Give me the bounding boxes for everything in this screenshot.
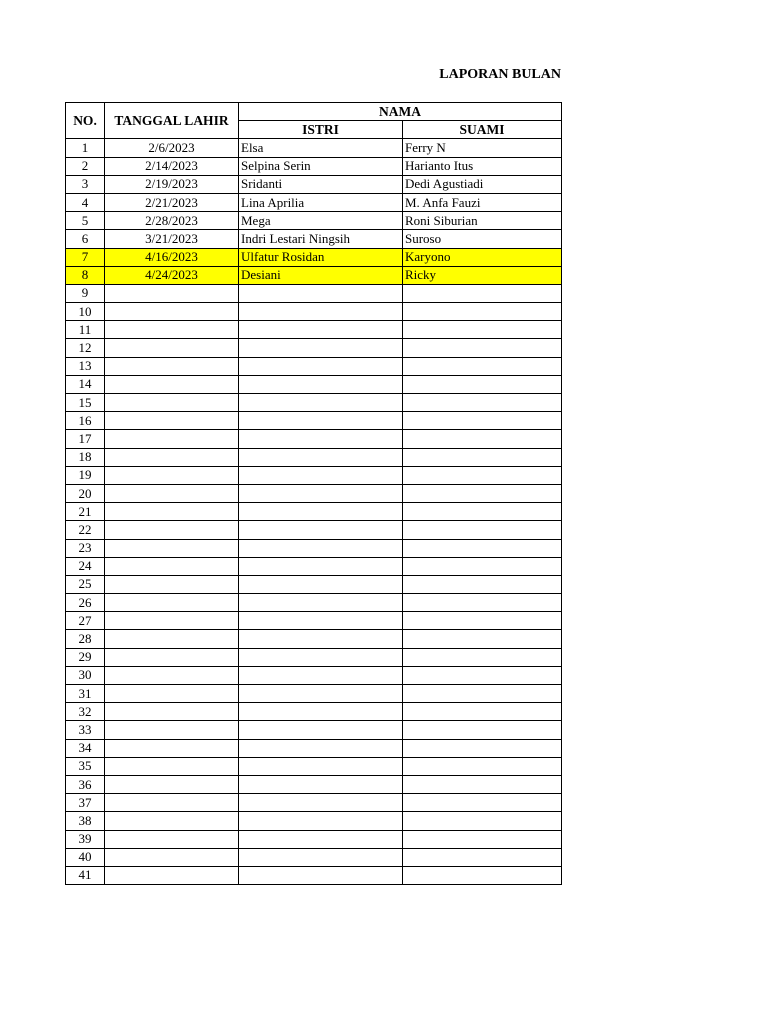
- row-number-cell: 9: [66, 284, 105, 302]
- wife-name-cell: Lina Aprilia: [239, 193, 403, 211]
- husband-name-cell: [403, 848, 562, 866]
- birth-date-cell: [105, 794, 239, 812]
- wife-name-cell: [239, 430, 403, 448]
- wife-name-cell: [239, 739, 403, 757]
- birth-date-cell: [105, 630, 239, 648]
- table-row: [66, 794, 562, 812]
- row-number-cell: 30: [66, 666, 105, 684]
- wife-name-cell: [239, 794, 403, 812]
- wife-name-cell: Elsa: [239, 139, 403, 157]
- row-number-cell: 12: [66, 339, 105, 357]
- husband-name-cell: [403, 539, 562, 557]
- wife-name-cell: [239, 394, 403, 412]
- row-number-cell: 32: [66, 703, 105, 721]
- wife-name-cell: [239, 503, 403, 521]
- table-body: [66, 139, 562, 885]
- birth-date-cell: [105, 357, 239, 375]
- row-number-cell: 18: [66, 448, 105, 466]
- husband-name-cell: [403, 830, 562, 848]
- wife-name-cell: [239, 848, 403, 866]
- birth-date-cell: [105, 739, 239, 757]
- wife-name-cell: [239, 721, 403, 739]
- wife-name-cell: [239, 612, 403, 630]
- table-row: [66, 303, 562, 321]
- wife-name-cell: Indri Lestari Ningsih: [239, 230, 403, 248]
- row-number-cell: 10: [66, 303, 105, 321]
- table-row: [66, 284, 562, 302]
- husband-name-cell: [403, 685, 562, 703]
- header-name-group: NAMA: [239, 103, 562, 121]
- row-number-cell: 5: [66, 212, 105, 230]
- wife-name-cell: Ulfatur Rosidan: [239, 248, 403, 266]
- table-row: [66, 339, 562, 357]
- row-number-cell: 41: [66, 866, 105, 884]
- row-number-cell: 21: [66, 503, 105, 521]
- wife-name-cell: [239, 448, 403, 466]
- wife-name-cell: [239, 284, 403, 302]
- wife-name-cell: [239, 539, 403, 557]
- husband-name-cell: [403, 339, 562, 357]
- wife-name-cell: [239, 648, 403, 666]
- husband-name-cell: [403, 284, 562, 302]
- row-number-cell: 25: [66, 575, 105, 593]
- birth-date-cell: [105, 303, 239, 321]
- husband-name-cell: M. Anfa Fauzi: [403, 193, 562, 211]
- header-husband: SUAMI: [403, 121, 562, 139]
- husband-name-cell: Dedi Agustiadi: [403, 175, 562, 193]
- husband-name-cell: [403, 394, 562, 412]
- birth-date-cell: [105, 466, 239, 484]
- table-row: [66, 866, 562, 884]
- birth-date-cell: [105, 721, 239, 739]
- birth-date-cell: [105, 284, 239, 302]
- husband-name-cell: [403, 666, 562, 684]
- husband-name-cell: [403, 612, 562, 630]
- wife-name-cell: [239, 830, 403, 848]
- row-number-cell: 37: [66, 794, 105, 812]
- table-row: [66, 666, 562, 684]
- row-number-cell: 13: [66, 357, 105, 375]
- husband-name-cell: [403, 484, 562, 502]
- birth-date-cell: 2/19/2023: [105, 175, 239, 193]
- birth-date-cell: [105, 594, 239, 612]
- table-row: [66, 394, 562, 412]
- header-no: NO.: [66, 103, 105, 139]
- row-number-cell: 20: [66, 484, 105, 502]
- husband-name-cell: [403, 303, 562, 321]
- birth-date-cell: [105, 685, 239, 703]
- table-row: [66, 375, 562, 393]
- birth-date-cell: [105, 412, 239, 430]
- table-row: [66, 703, 562, 721]
- husband-name-cell: [403, 503, 562, 521]
- table-row: [66, 812, 562, 830]
- husband-name-cell: [403, 412, 562, 430]
- birth-date-cell: 2/6/2023: [105, 139, 239, 157]
- birth-date-cell: 4/24/2023: [105, 266, 239, 284]
- row-number-cell: 2: [66, 157, 105, 175]
- table-row: [66, 448, 562, 466]
- husband-name-cell: Karyono: [403, 248, 562, 266]
- husband-name-cell: [403, 375, 562, 393]
- row-number-cell: 8: [66, 266, 105, 284]
- husband-name-cell: [403, 794, 562, 812]
- husband-name-cell: [403, 812, 562, 830]
- birth-date-cell: [105, 394, 239, 412]
- row-number-cell: 22: [66, 521, 105, 539]
- table-row: [66, 557, 562, 575]
- table-row: [66, 430, 562, 448]
- wife-name-cell: Selpina Serin: [239, 157, 403, 175]
- row-number-cell: 4: [66, 193, 105, 211]
- wife-name-cell: [239, 466, 403, 484]
- husband-name-cell: [403, 575, 562, 593]
- birth-date-cell: [105, 503, 239, 521]
- wife-name-cell: [239, 321, 403, 339]
- row-number-cell: 26: [66, 594, 105, 612]
- wife-name-cell: [239, 303, 403, 321]
- row-number-cell: 31: [66, 685, 105, 703]
- table-row: [66, 139, 562, 157]
- table-row: [66, 757, 562, 775]
- table-row: [66, 212, 562, 230]
- birth-date-cell: [105, 830, 239, 848]
- row-number-cell: 27: [66, 612, 105, 630]
- wife-name-cell: [239, 630, 403, 648]
- wife-name-cell: [239, 521, 403, 539]
- row-number-cell: 29: [66, 648, 105, 666]
- birth-date-cell: [105, 521, 239, 539]
- wife-name-cell: [239, 594, 403, 612]
- row-number-cell: 1: [66, 139, 105, 157]
- row-number-cell: 35: [66, 757, 105, 775]
- wife-name-cell: Desiani: [239, 266, 403, 284]
- wife-name-cell: Mega: [239, 212, 403, 230]
- table-row: [66, 230, 562, 248]
- husband-name-cell: Roni Siburian: [403, 212, 562, 230]
- birth-date-cell: [105, 575, 239, 593]
- table-row-highlighted: [66, 248, 562, 266]
- wife-name-cell: [239, 666, 403, 684]
- row-number-cell: 3: [66, 175, 105, 193]
- husband-name-cell: [403, 739, 562, 757]
- birth-date-cell: [105, 866, 239, 884]
- wife-name-cell: [239, 357, 403, 375]
- husband-name-cell: [403, 775, 562, 793]
- wife-name-cell: [239, 866, 403, 884]
- table-row: [66, 484, 562, 502]
- row-number-cell: 36: [66, 775, 105, 793]
- husband-name-cell: [403, 321, 562, 339]
- wife-name-cell: [239, 375, 403, 393]
- row-number-cell: 6: [66, 230, 105, 248]
- birth-date-cell: [105, 848, 239, 866]
- wife-name-cell: [239, 412, 403, 430]
- birth-date-table: [65, 102, 562, 885]
- header-row: [66, 103, 562, 121]
- row-number-cell: 24: [66, 557, 105, 575]
- table-row: [66, 721, 562, 739]
- page-title: LAPORAN BULAN: [439, 67, 561, 82]
- birth-date-cell: [105, 775, 239, 793]
- husband-name-cell: Ferry N: [403, 139, 562, 157]
- table-row: [66, 175, 562, 193]
- row-number-cell: 19: [66, 466, 105, 484]
- wife-name-cell: [239, 575, 403, 593]
- birth-date-cell: [105, 375, 239, 393]
- husband-name-cell: [403, 703, 562, 721]
- table-row: [66, 739, 562, 757]
- table-row: [66, 612, 562, 630]
- table-row: [66, 503, 562, 521]
- husband-name-cell: [403, 648, 562, 666]
- husband-name-cell: [403, 866, 562, 884]
- birth-date-cell: [105, 757, 239, 775]
- husband-name-cell: [403, 448, 562, 466]
- wife-name-cell: [239, 557, 403, 575]
- husband-name-cell: [403, 466, 562, 484]
- birth-date-cell: [105, 612, 239, 630]
- husband-name-cell: Suroso: [403, 230, 562, 248]
- birth-date-cell: [105, 339, 239, 357]
- row-number-cell: 15: [66, 394, 105, 412]
- husband-name-cell: [403, 630, 562, 648]
- table-row: [66, 648, 562, 666]
- row-number-cell: 14: [66, 375, 105, 393]
- wife-name-cell: Sridanti: [239, 175, 403, 193]
- table-row: [66, 157, 562, 175]
- row-number-cell: 23: [66, 539, 105, 557]
- row-number-cell: 28: [66, 630, 105, 648]
- row-number-cell: 40: [66, 848, 105, 866]
- husband-name-cell: [403, 757, 562, 775]
- row-number-cell: 33: [66, 721, 105, 739]
- wife-name-cell: [239, 812, 403, 830]
- table-row: [66, 321, 562, 339]
- row-number-cell: 11: [66, 321, 105, 339]
- table-row: [66, 848, 562, 866]
- row-number-cell: 17: [66, 430, 105, 448]
- birth-date-cell: [105, 430, 239, 448]
- row-number-cell: 7: [66, 248, 105, 266]
- birth-date-cell: 2/14/2023: [105, 157, 239, 175]
- birth-date-cell: [105, 812, 239, 830]
- husband-name-cell: [403, 557, 562, 575]
- table-row: [66, 775, 562, 793]
- wife-name-cell: [239, 339, 403, 357]
- table-row: [66, 357, 562, 375]
- table-row: [66, 521, 562, 539]
- birth-date-cell: [105, 321, 239, 339]
- wife-name-cell: [239, 685, 403, 703]
- table-row: [66, 685, 562, 703]
- birth-date-cell: 4/16/2023: [105, 248, 239, 266]
- birth-date-cell: [105, 557, 239, 575]
- table-row: [66, 539, 562, 557]
- birth-date-cell: [105, 539, 239, 557]
- birth-date-cell: [105, 666, 239, 684]
- husband-name-cell: [403, 357, 562, 375]
- birth-date-cell: [105, 484, 239, 502]
- wife-name-cell: [239, 775, 403, 793]
- husband-name-cell: [403, 521, 562, 539]
- husband-name-cell: [403, 430, 562, 448]
- table-row: [66, 594, 562, 612]
- wife-name-cell: [239, 484, 403, 502]
- row-number-cell: 34: [66, 739, 105, 757]
- birth-date-cell: [105, 648, 239, 666]
- table-row: [66, 575, 562, 593]
- row-number-cell: 39: [66, 830, 105, 848]
- husband-name-cell: Ricky: [403, 266, 562, 284]
- birth-date-cell: [105, 448, 239, 466]
- table-row: [66, 466, 562, 484]
- wife-name-cell: [239, 757, 403, 775]
- birth-date-cell: 2/28/2023: [105, 212, 239, 230]
- husband-name-cell: [403, 721, 562, 739]
- birth-date-cell: 2/21/2023: [105, 193, 239, 211]
- husband-name-cell: [403, 594, 562, 612]
- header-date: TANGGAL LAHIR: [105, 103, 239, 139]
- table-row: [66, 193, 562, 211]
- row-number-cell: 38: [66, 812, 105, 830]
- table-row: [66, 630, 562, 648]
- row-number-cell: 16: [66, 412, 105, 430]
- birth-date-cell: 3/21/2023: [105, 230, 239, 248]
- husband-name-cell: Harianto Itus: [403, 157, 562, 175]
- table-row: [66, 412, 562, 430]
- table-row: [66, 830, 562, 848]
- wife-name-cell: [239, 703, 403, 721]
- table-row-highlighted: [66, 266, 562, 284]
- birth-date-cell: [105, 703, 239, 721]
- header-wife: ISTRI: [239, 121, 403, 139]
